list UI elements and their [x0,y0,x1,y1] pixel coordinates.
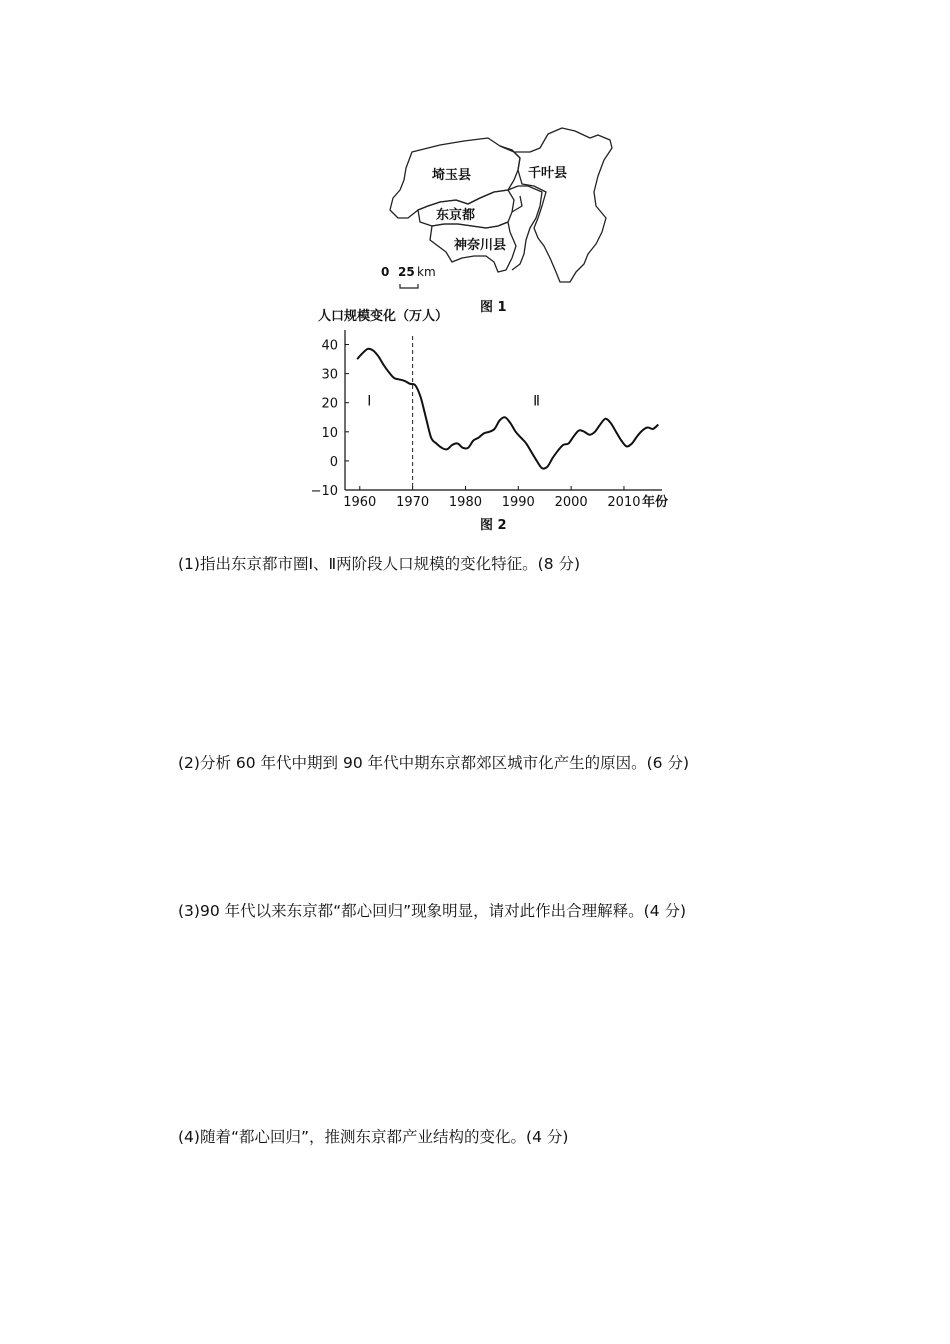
chart-title: 人口规模变化（万人） [318,309,449,324]
phase-label-2: Ⅱ [533,393,540,410]
question-4: (4)随着“都心回归”，推测东京都产业结构的变化。(4 分) [178,1128,569,1146]
x-tick-label: 2010 [607,495,641,510]
phase-label-1: Ⅰ [367,393,372,410]
y-tick-label: 0 [329,454,338,470]
figure2-caption: 图 2 [480,518,507,533]
question-3: (3)90 年代以来东京都“都心回归”现象明显，请对此作出合理解释。(4 分) [178,902,687,920]
y-tick-label: −10 [310,484,338,499]
scale-value: 25 [398,265,415,279]
scale-bar [400,284,418,288]
question-2: (2)分析 60 年代中期到 90 年代中期东京都郊区城市化产生的原因。(6 分) [178,754,689,772]
population-change-line [357,349,658,469]
x-tick-label: 1980 [448,495,483,510]
figure1-caption: 图 1 [480,300,507,315]
chiba-boundary [500,128,612,282]
x-tick-label: 1990 [501,495,535,510]
population-change-chart [300,300,690,530]
x-tick-label: 1960 [343,495,377,510]
x-tick-label: 1970 [396,495,430,510]
x-axis-unit-label: 年份 [642,495,669,510]
chart-ticks [311,339,641,510]
y-tick-label: 10 [321,425,338,441]
scale-unit: km [417,265,436,279]
scale-zero: 0 [381,265,390,279]
question-1: (1)指出东京都市圈Ⅰ、Ⅱ两阶段人口规模的变化特征。(8 分) [178,555,581,573]
y-tick-label: 30 [321,367,338,383]
y-tick-label: 20 [321,396,338,412]
region-label-tokyo: 东京都 [436,208,476,223]
region-label-kanagawa: 神奈川县 [454,238,507,253]
x-tick-label: 2000 [554,495,588,510]
chart-axes [345,330,662,490]
region-label-saitama: 埼玉县 [432,168,472,183]
tokyo-region-map [380,125,620,295]
y-tick-label: 40 [321,338,338,354]
region-label-chiba: 千叶县 [528,166,568,181]
